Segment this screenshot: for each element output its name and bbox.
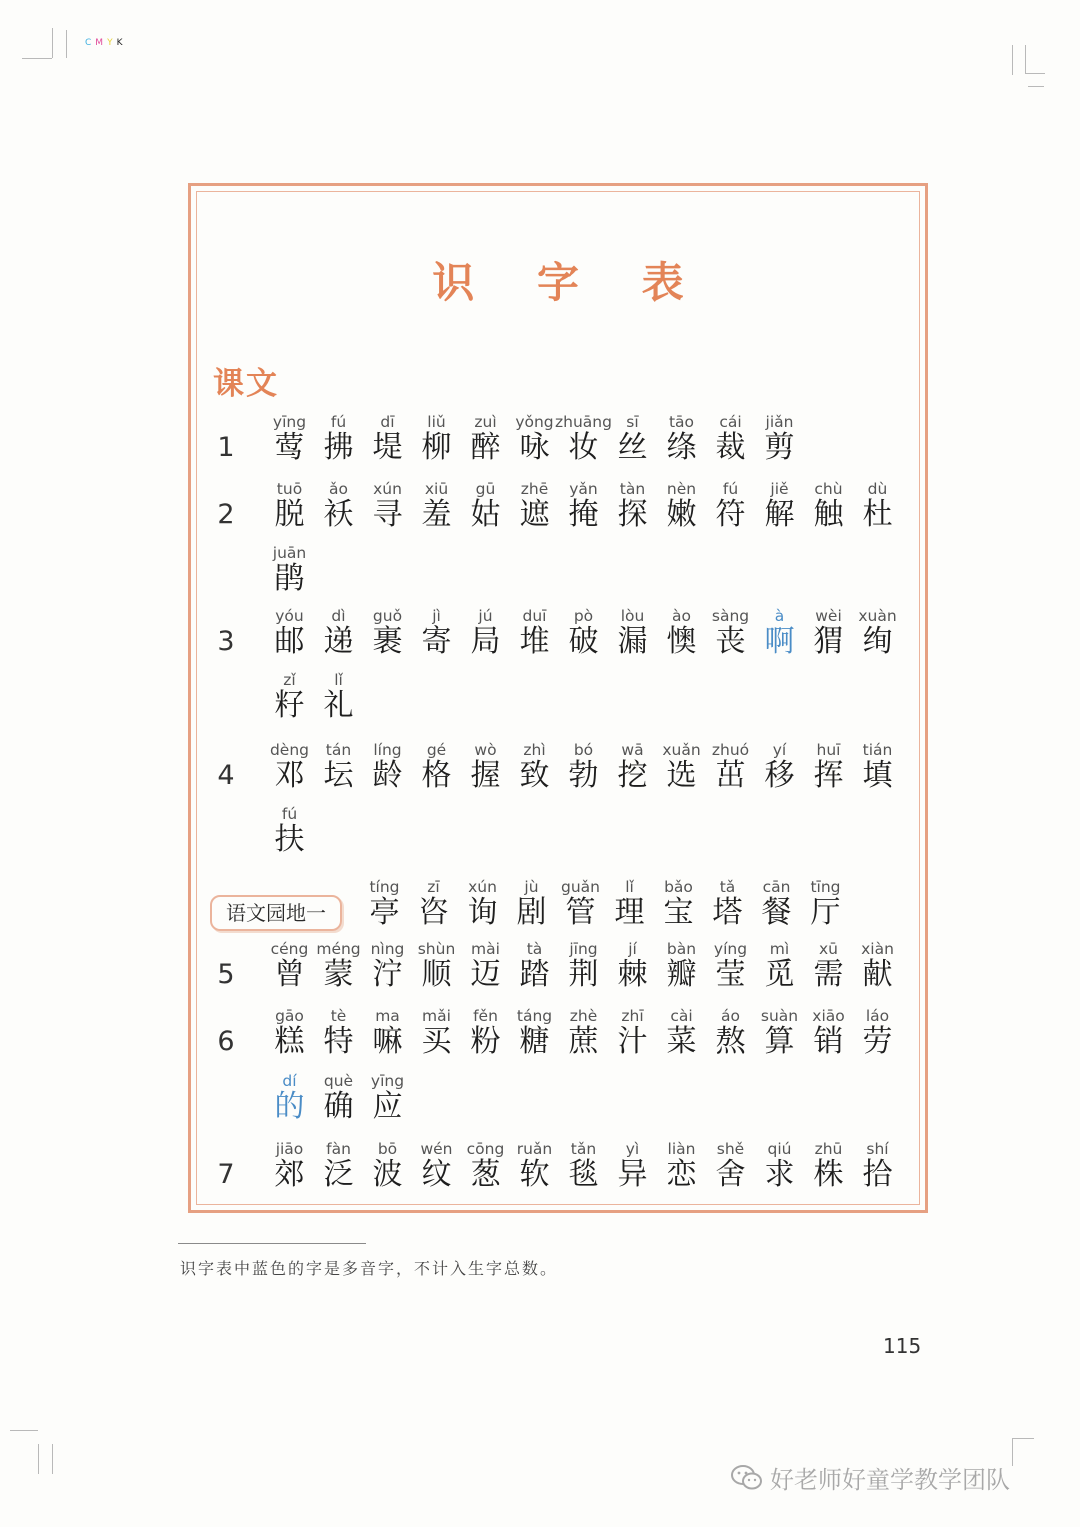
hanzi: 曾 xyxy=(274,957,305,992)
hanzi: 拾 xyxy=(862,1157,893,1192)
hanzi: 解 xyxy=(764,497,795,532)
pinyin: zuì xyxy=(474,413,497,431)
pinyin: jì xyxy=(432,607,441,625)
hanzi: 熬 xyxy=(715,1024,746,1059)
hanzi: 管 xyxy=(565,895,596,930)
pinyin: tián xyxy=(862,741,893,759)
hanzi: 递 xyxy=(323,624,354,659)
pinyin: nìng xyxy=(370,940,405,958)
lesson-number: 5 xyxy=(217,959,235,990)
crop-mark xyxy=(1012,45,1013,75)
pinyin: tǎ xyxy=(719,878,736,896)
hanzi: 销 xyxy=(813,1024,844,1059)
pinyin: fú xyxy=(722,480,739,498)
pinyin: chù xyxy=(814,480,843,498)
pinyin: tāo xyxy=(668,413,695,431)
hanzi: 嫩 xyxy=(666,497,697,532)
hanzi: 波 xyxy=(372,1157,403,1192)
pinyin: zhì xyxy=(523,741,546,759)
hanzi: 茁 xyxy=(715,758,746,793)
crop-mark xyxy=(1025,73,1045,74)
hanzi: 探 xyxy=(617,497,648,532)
hanzi: 握 xyxy=(470,758,501,793)
pinyin: fàn xyxy=(326,1140,351,1158)
pinyin: zǐ xyxy=(283,671,296,689)
hanzi: 致 xyxy=(519,758,550,793)
pinyin: zhī xyxy=(621,1007,644,1025)
hanzi: 献 xyxy=(862,957,893,992)
hanzi: 泞 xyxy=(372,957,403,992)
pinyin: jīng xyxy=(569,940,598,958)
hanzi: 宝 xyxy=(663,895,694,930)
hanzi: 莺 xyxy=(274,430,305,465)
pinyin: dèng xyxy=(269,741,310,759)
pinyin: à xyxy=(774,607,785,625)
pinyin: céng xyxy=(270,940,309,958)
pinyin: lǐ xyxy=(334,671,343,689)
lesson-number: 6 xyxy=(217,1026,235,1057)
crop-mark xyxy=(10,1430,38,1431)
hanzi: 挖 xyxy=(617,758,648,793)
hanzi: 丝 xyxy=(617,430,648,465)
pinyin: gāo xyxy=(275,1007,304,1025)
pinyin: tà xyxy=(526,940,543,958)
hanzi: 邓 xyxy=(274,758,305,793)
hanzi: 醉 xyxy=(470,430,501,465)
pinyin: yíng xyxy=(713,940,748,958)
pinyin: jí xyxy=(628,940,637,958)
hanzi: 触 xyxy=(813,497,844,532)
hanzi: 鹃 xyxy=(274,561,305,596)
pinyin: cōng xyxy=(466,1140,505,1158)
pinyin: dù xyxy=(867,480,888,498)
pinyin: yǒng xyxy=(515,413,554,431)
pinyin: ma xyxy=(375,1007,400,1025)
hanzi: 恋 xyxy=(666,1157,697,1192)
pinyin: zhè xyxy=(569,1007,598,1025)
hanzi: 寻 xyxy=(372,497,403,532)
hanzi: 剪 xyxy=(764,430,795,465)
pinyin: dí xyxy=(282,1072,297,1090)
pinyin: sàng xyxy=(711,607,750,625)
hanzi: 理 xyxy=(614,895,645,930)
pinyin: tán xyxy=(325,741,352,759)
hanzi: 株 xyxy=(813,1157,844,1192)
pinyin: xuǎn xyxy=(662,741,701,759)
hanzi: 糕 xyxy=(274,1024,305,1059)
cmyk-k: K xyxy=(116,38,127,48)
hanzi: 餐 xyxy=(761,895,792,930)
pinyin: tè xyxy=(330,1007,347,1025)
footnote-rule xyxy=(178,1243,366,1244)
crop-mark xyxy=(52,1444,53,1474)
footnote: 识字表中蓝色的字是多音字，不计入生字总数。 xyxy=(180,1259,559,1278)
hanzi: 堤 xyxy=(372,430,403,465)
pinyin: lǐ xyxy=(625,878,634,896)
hanzi: 羞 xyxy=(421,497,452,532)
pinyin: yīng xyxy=(370,1072,405,1090)
hanzi: 应 xyxy=(372,1089,403,1124)
pinyin: xū xyxy=(819,940,838,958)
hanzi: 瓣 xyxy=(666,957,697,992)
pinyin: què xyxy=(323,1072,354,1090)
hanzi: 破 xyxy=(568,624,599,659)
pinyin: guǎn xyxy=(561,878,600,896)
pinyin: yīng xyxy=(272,413,307,431)
hanzi: 寄 xyxy=(421,624,452,659)
pinyin: cái xyxy=(719,413,742,431)
pinyin: pò xyxy=(573,607,594,625)
hanzi: 挥 xyxy=(813,758,844,793)
hanzi: 裁 xyxy=(715,430,746,465)
pinyin: líng xyxy=(373,741,402,759)
hanzi: 坛 xyxy=(323,758,354,793)
pinyin: jú xyxy=(478,607,493,625)
hanzi: 龄 xyxy=(372,758,403,793)
hanzi: 局 xyxy=(470,624,501,659)
pinyin: juān xyxy=(272,544,307,562)
pinyin: fěn xyxy=(473,1007,498,1025)
pinyin: fú xyxy=(281,805,298,823)
pinyin: dī xyxy=(380,413,395,431)
pinyin: yǎn xyxy=(569,480,598,498)
section-heading: 课文 xyxy=(213,366,279,402)
pinyin: tīng xyxy=(810,878,841,896)
hanzi: 劳 xyxy=(862,1024,893,1059)
cmyk-m: M xyxy=(95,38,108,48)
crop-mark xyxy=(1012,1438,1034,1439)
pinyin: jiǎn xyxy=(765,413,794,431)
hanzi: 脱 xyxy=(274,497,305,532)
watermark xyxy=(730,1460,1010,1495)
hanzi: 的 xyxy=(274,1089,305,1124)
pinyin: yóu xyxy=(275,607,304,625)
pinyin: ruǎn xyxy=(516,1140,553,1158)
hanzi: 郊 xyxy=(274,1157,305,1192)
pinyin: shí xyxy=(866,1140,889,1158)
hanzi: 特 xyxy=(323,1024,354,1059)
pinyin: xún xyxy=(373,480,402,498)
pinyin: xuàn xyxy=(858,607,897,625)
pinyin: ǎo xyxy=(329,480,348,498)
hanzi: 遮 xyxy=(519,497,550,532)
pinyin: tuō xyxy=(276,480,303,498)
hanzi: 葱 xyxy=(470,1157,501,1192)
watermark-text: 好老师好童学教学团队 xyxy=(770,1466,1010,1494)
pinyin: sī xyxy=(626,413,639,431)
pinyin: wén xyxy=(420,1140,453,1158)
cmyk-marks xyxy=(85,38,126,48)
hanzi: 移 xyxy=(764,758,795,793)
hanzi: 妆 xyxy=(568,430,599,465)
pinyin: mì xyxy=(769,940,790,958)
hanzi: 漏 xyxy=(617,624,648,659)
hanzi: 软 xyxy=(519,1157,550,1192)
hanzi: 踏 xyxy=(519,957,550,992)
pinyin: tàn xyxy=(619,480,646,498)
hanzi: 杜 xyxy=(862,497,893,532)
hanzi: 咨 xyxy=(418,895,449,930)
crop-mark xyxy=(52,28,53,58)
pinyin: wèi xyxy=(815,607,842,625)
pinyin: jiě xyxy=(770,480,789,498)
hanzi: 算 xyxy=(764,1024,795,1059)
crop-mark xyxy=(1025,45,1026,73)
pinyin: xún xyxy=(468,878,497,896)
hanzi: 拂 xyxy=(323,430,354,465)
hanzi: 邮 xyxy=(274,624,305,659)
pinyin: guǒ xyxy=(372,607,403,625)
hanzi: 泛 xyxy=(323,1157,354,1192)
pinyin: gū xyxy=(475,480,496,498)
hanzi: 确 xyxy=(323,1089,354,1124)
hanzi: 糖 xyxy=(519,1024,550,1059)
hanzi: 买 xyxy=(421,1024,452,1059)
pinyin: nèn xyxy=(666,480,697,498)
hanzi: 礼 xyxy=(323,688,354,723)
pinyin: suàn xyxy=(760,1007,799,1025)
hanzi: 勃 xyxy=(568,758,599,793)
hanzi: 求 xyxy=(764,1157,795,1192)
pinyin: mǎi xyxy=(422,1007,451,1025)
pinyin: dì xyxy=(331,607,346,625)
pinyin: zhē xyxy=(520,480,549,498)
hanzi: 扶 xyxy=(274,822,305,857)
pinyin: xiū xyxy=(424,480,449,498)
pinyin: huī xyxy=(816,741,841,759)
pinyin: mài xyxy=(471,940,500,958)
pinyin: yí xyxy=(772,741,787,759)
hanzi: 填 xyxy=(862,758,893,793)
hanzi: 柳 xyxy=(421,430,452,465)
pinyin: jù xyxy=(524,878,539,896)
hanzi: 粉 xyxy=(470,1024,501,1059)
hanzi: 荆 xyxy=(568,957,599,992)
hanzi: 棘 xyxy=(617,957,648,992)
lesson-number: 1 xyxy=(217,432,235,463)
lesson-number: 3 xyxy=(217,626,235,657)
pinyin: xiāo xyxy=(812,1007,845,1025)
hanzi: 询 xyxy=(467,895,498,930)
pinyin: qiú xyxy=(767,1140,792,1158)
pinyin: zhuó xyxy=(711,741,750,759)
crop-mark xyxy=(66,30,67,58)
pinyin: bō xyxy=(377,1140,398,1158)
hanzi: 嘛 xyxy=(372,1024,403,1059)
pinyin: wò xyxy=(474,741,497,759)
pinyin: ào xyxy=(672,607,691,625)
hanzi: 需 xyxy=(813,957,844,992)
pinyin: zhū xyxy=(814,1140,843,1158)
hanzi: 掩 xyxy=(568,497,599,532)
pinyin: liàn xyxy=(667,1140,696,1158)
page-number: 115 xyxy=(883,1334,922,1358)
hanzi: 顺 xyxy=(421,957,452,992)
hanzi: 懊 xyxy=(666,624,697,659)
pinyin: lòu xyxy=(620,607,645,625)
pinyin: gé xyxy=(426,741,447,759)
wechat-icon xyxy=(730,1464,764,1492)
pinyin: cān xyxy=(762,878,791,896)
hanzi: 籽 xyxy=(274,688,305,723)
hanzi: 袄 xyxy=(323,497,354,532)
pinyin: jiāo xyxy=(275,1140,304,1158)
hanzi: 丧 xyxy=(715,624,746,659)
pinyin: zhuāng xyxy=(555,413,612,431)
hanzi: 迈 xyxy=(470,957,501,992)
hanzi: 符 xyxy=(715,497,746,532)
pinyin: tíng xyxy=(369,878,400,896)
section-pill-yuwen-yuandi: 语文园地一 xyxy=(210,895,342,931)
crop-mark xyxy=(38,1444,39,1474)
hanzi: 选 xyxy=(666,758,697,793)
crop-mark xyxy=(1028,86,1044,87)
hanzi: 菜 xyxy=(666,1024,697,1059)
hanzi: 剧 xyxy=(516,895,547,930)
pinyin: méng xyxy=(316,940,361,958)
hanzi: 汁 xyxy=(617,1024,648,1059)
hanzi: 绦 xyxy=(666,430,697,465)
hanzi: 绚 xyxy=(862,624,893,659)
cmyk-y: Y xyxy=(107,38,117,48)
hanzi: 蔗 xyxy=(568,1024,599,1059)
lesson-number: 7 xyxy=(217,1159,235,1190)
hanzi: 堆 xyxy=(519,624,550,659)
pinyin: wā xyxy=(621,741,644,759)
hanzi: 莹 xyxy=(715,957,746,992)
pinyin: duī xyxy=(522,607,547,625)
hanzi: 格 xyxy=(421,758,452,793)
hanzi: 裹 xyxy=(372,624,403,659)
pinyin: zī xyxy=(427,878,440,896)
pinyin: shě xyxy=(716,1140,745,1158)
pinyin: xiàn xyxy=(861,940,894,958)
hanzi: 亭 xyxy=(369,895,400,930)
crop-mark xyxy=(1012,1438,1013,1466)
lesson-number: 2 xyxy=(217,499,235,530)
cmyk-c: C xyxy=(85,38,96,48)
pinyin: bó xyxy=(573,741,594,759)
hanzi: 厅 xyxy=(810,895,841,930)
hanzi: 纹 xyxy=(421,1157,452,1192)
pinyin: táng xyxy=(516,1007,553,1025)
hanzi: 觅 xyxy=(764,957,795,992)
hanzi: 啊 xyxy=(764,624,795,659)
hanzi: 舍 xyxy=(715,1157,746,1192)
pinyin: áo xyxy=(721,1007,740,1025)
pinyin: cài xyxy=(670,1007,693,1025)
hanzi: 毯 xyxy=(568,1157,599,1192)
pinyin: yì xyxy=(625,1140,640,1158)
pinyin: láo xyxy=(865,1007,890,1025)
pinyin: fú xyxy=(330,413,347,431)
hanzi: 蒙 xyxy=(323,957,354,992)
pinyin: tǎn xyxy=(570,1140,597,1158)
lesson-number: 4 xyxy=(217,760,235,791)
crop-mark xyxy=(22,58,52,59)
hanzi: 塔 xyxy=(712,895,743,930)
pinyin: shùn xyxy=(417,940,456,958)
pinyin: liǔ xyxy=(427,413,446,431)
pinyin: bǎo xyxy=(664,878,693,896)
hanzi: 咏 xyxy=(519,430,550,465)
hanzi: 异 xyxy=(617,1157,648,1192)
page-title: 识 字 表 xyxy=(432,258,708,307)
hanzi: 猬 xyxy=(813,624,844,659)
pinyin: bàn xyxy=(666,940,697,958)
hanzi: 姑 xyxy=(470,497,501,532)
